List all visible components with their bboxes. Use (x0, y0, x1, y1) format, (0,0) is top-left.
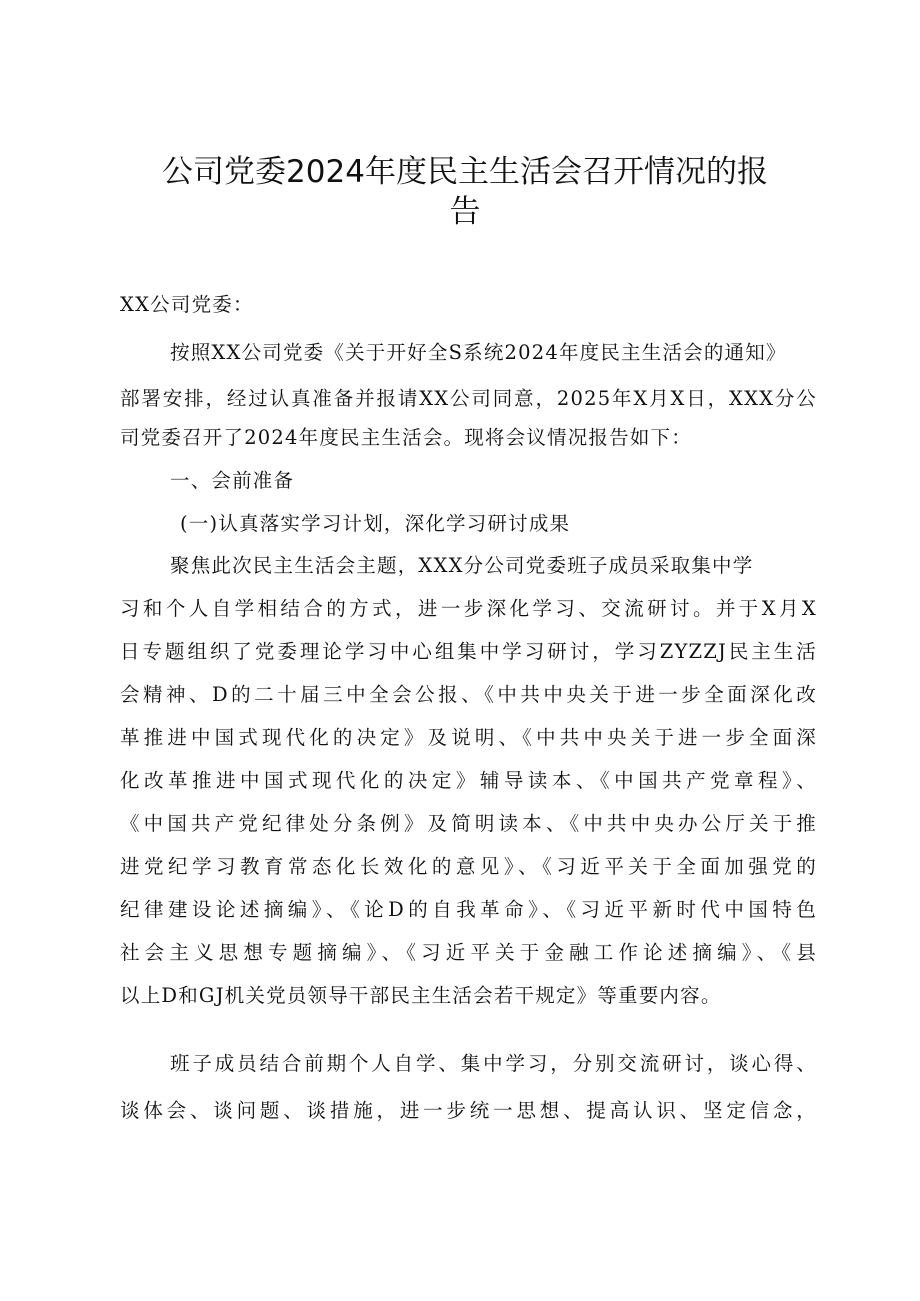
title-line-1: 公司党委2024年度民主生活会召开情况的报 (162, 154, 768, 190)
para2-line-3: 日专题组织了党委理论学习中心组集中学习研讨，学习ZYZZJ民主生活 (120, 640, 817, 663)
para1-line-2: 部署安排，经过认真准备并报请XX公司同意，2025年X月X日，XXX分公 (120, 387, 817, 410)
document-title (120, 152, 810, 232)
para3-line-1: 班子成员结合前期个人自学、集中学习，分别交流研讨，谈心得、 (170, 1052, 817, 1075)
title-line-2: 告 (449, 194, 481, 230)
para1-line-3: 司党委召开了2024年度民主生活会。现将会议情况报告如下： (120, 426, 692, 449)
para2-line-8: 进党纪学习教育常态化长效化的意见》、《习近平关于全面加强党的 (120, 855, 817, 878)
para3-line-2: 谈体会、谈问题、谈措施，进一步统一思想、提高认识、坚定信念， (120, 1099, 817, 1122)
subsection-heading-1: (一)认真落实学习计划，深化学习研讨成果 (180, 512, 571, 535)
salutation: XX公司党委： (120, 293, 254, 316)
para2-line-10: 社会主义思想专题摘编》、《习近平关于金融工作论述摘编》、《县 (120, 941, 817, 964)
para2-line-4: 会精神、D的二十届三中全会公报、《中共中央关于进一步全面深化改 (120, 683, 817, 706)
para1-line-1: 按照XX公司党委《关于开好全S系统2024年度民主生活会的通知》 (170, 341, 787, 364)
para2-line-1: 聚焦此次民主生活会主题，XXX分公司党委班子成员采取集中学 (170, 554, 754, 577)
para2-line-11: 以上D和GJ机关党员领导干部民主生活会若干规定》等重要内容。 (120, 984, 722, 1007)
section-heading-1: 一、会前准备 (170, 469, 295, 492)
para2-line-5: 革推进中国式现代化的决定》及说明、《中共中央关于进一步全面深 (120, 726, 817, 749)
para2-line-2: 习和个人自学相结合的方式，进一步深化学习、交流研讨。并于X月X (120, 597, 817, 620)
para2-line-7: 《中国共产党纪律处分条例》及简明读本、《中共中央办公厅关于推 (120, 812, 817, 835)
para2-line-9: 纪律建设论述摘编》、《论D的自我革命》、《习近平新时代中国特色 (120, 898, 817, 921)
para2-line-6: 化改革推进中国式现代化的决定》辅导读本、《中国共产党章程》、 (120, 769, 817, 792)
